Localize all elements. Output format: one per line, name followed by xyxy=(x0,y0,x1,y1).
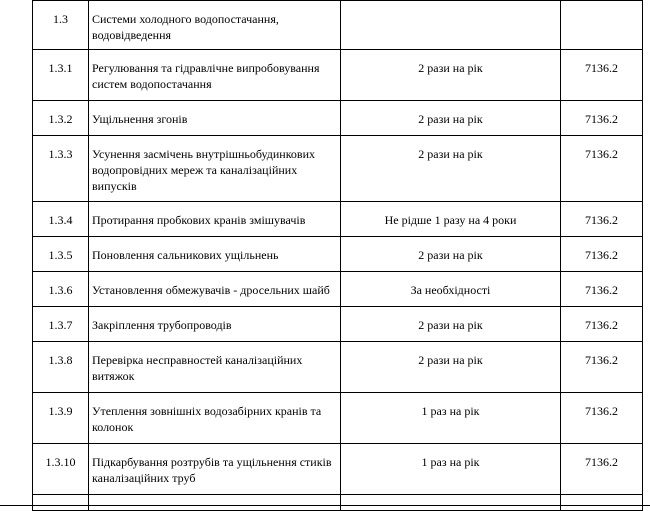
section-freq-cell xyxy=(341,1,561,50)
row-name: Закріплення трубопроводів xyxy=(92,318,232,332)
row-frequency: 1 раз на рік xyxy=(421,455,480,469)
row-code: 7136.2 xyxy=(585,61,618,75)
row-name: Регулювання та гідравлічне випробовування систем водопостачання xyxy=(92,61,320,91)
row-number: 1.3.4 xyxy=(48,213,73,227)
row-code: 7136.2 xyxy=(585,404,618,418)
row-number: 1.3.9 xyxy=(48,404,73,418)
row-number: 1.3.5 xyxy=(48,248,73,262)
row-frequency: Не рідше 1 разу на 4 роки xyxy=(384,213,517,227)
row-code: 7136.2 xyxy=(585,455,618,469)
section-row xyxy=(33,1,643,50)
row-number: 1.3.2 xyxy=(48,112,73,126)
row-code: 7136.2 xyxy=(585,112,618,126)
row-number: 1.3.1 xyxy=(48,61,73,75)
row-name: Утеплення зовнішніх водозабірних кранів та колонок xyxy=(92,404,322,434)
row-number: 1.3.3 xyxy=(48,147,73,161)
row-frequency: 2 рази на рік xyxy=(418,353,483,367)
section-number: 1.3 xyxy=(53,12,68,26)
section-title-cell xyxy=(89,1,341,50)
row-name: Перевірка несправностей каналізаційних витяжок xyxy=(92,353,303,383)
row-name: Підкарбування розтрубів та ущільнення стиків каналізаційних труб xyxy=(92,455,332,485)
table-row xyxy=(33,237,643,272)
row-frequency: 2 рази на рік xyxy=(418,248,483,262)
table-row xyxy=(33,272,643,307)
row-code: 7136.2 xyxy=(585,318,618,332)
row-frequency: За необхідності xyxy=(410,283,491,297)
row-name: Протирання пробкових кранів змішувачів xyxy=(92,213,306,227)
table-row xyxy=(33,101,643,136)
row-number: 1.3.10 xyxy=(45,455,76,469)
table-row xyxy=(33,202,643,237)
work-schedule-table xyxy=(32,0,643,511)
row-number: 1.3.8 xyxy=(48,353,73,367)
table-row xyxy=(33,307,643,342)
page-bottom-rule xyxy=(0,505,650,506)
row-frequency: 2 рази на рік xyxy=(418,112,483,126)
row-frequency: 2 рази на рік xyxy=(418,318,483,332)
section-title: Системи холодного водопостачання, водовідведення xyxy=(92,12,279,42)
row-code: 7136.2 xyxy=(585,248,618,262)
row-name: Усунення засмічень внутрішньобудинкових водопровідних мереж та каналізаційних випусків xyxy=(92,147,316,193)
table-row-partial xyxy=(33,495,643,511)
row-frequency: 2 рази на рік xyxy=(418,147,483,161)
table-row xyxy=(33,50,643,101)
row-code: 7136.2 xyxy=(585,213,618,227)
row-number: 1.3.6 xyxy=(48,283,73,297)
row-code: 7136.2 xyxy=(585,283,618,297)
section-code-cell xyxy=(561,1,643,50)
row-code: 7136.2 xyxy=(585,353,618,367)
row-name: Ущільнення згонів xyxy=(92,112,188,126)
row-name: Установлення обмежувачів - дросельних шайб xyxy=(92,283,330,297)
table-row xyxy=(33,444,643,495)
row-frequency: 2 рази на рік xyxy=(418,61,483,75)
table-row xyxy=(33,136,643,202)
table-row xyxy=(33,393,643,444)
row-code: 7136.2 xyxy=(585,147,618,161)
row-number: 1.3.7 xyxy=(48,318,73,332)
row-frequency: 1 раз на рік xyxy=(421,404,480,418)
table-row xyxy=(33,342,643,393)
section-number-cell xyxy=(33,1,89,50)
row-name: Поновлення сальникових ущільнень xyxy=(92,248,279,262)
